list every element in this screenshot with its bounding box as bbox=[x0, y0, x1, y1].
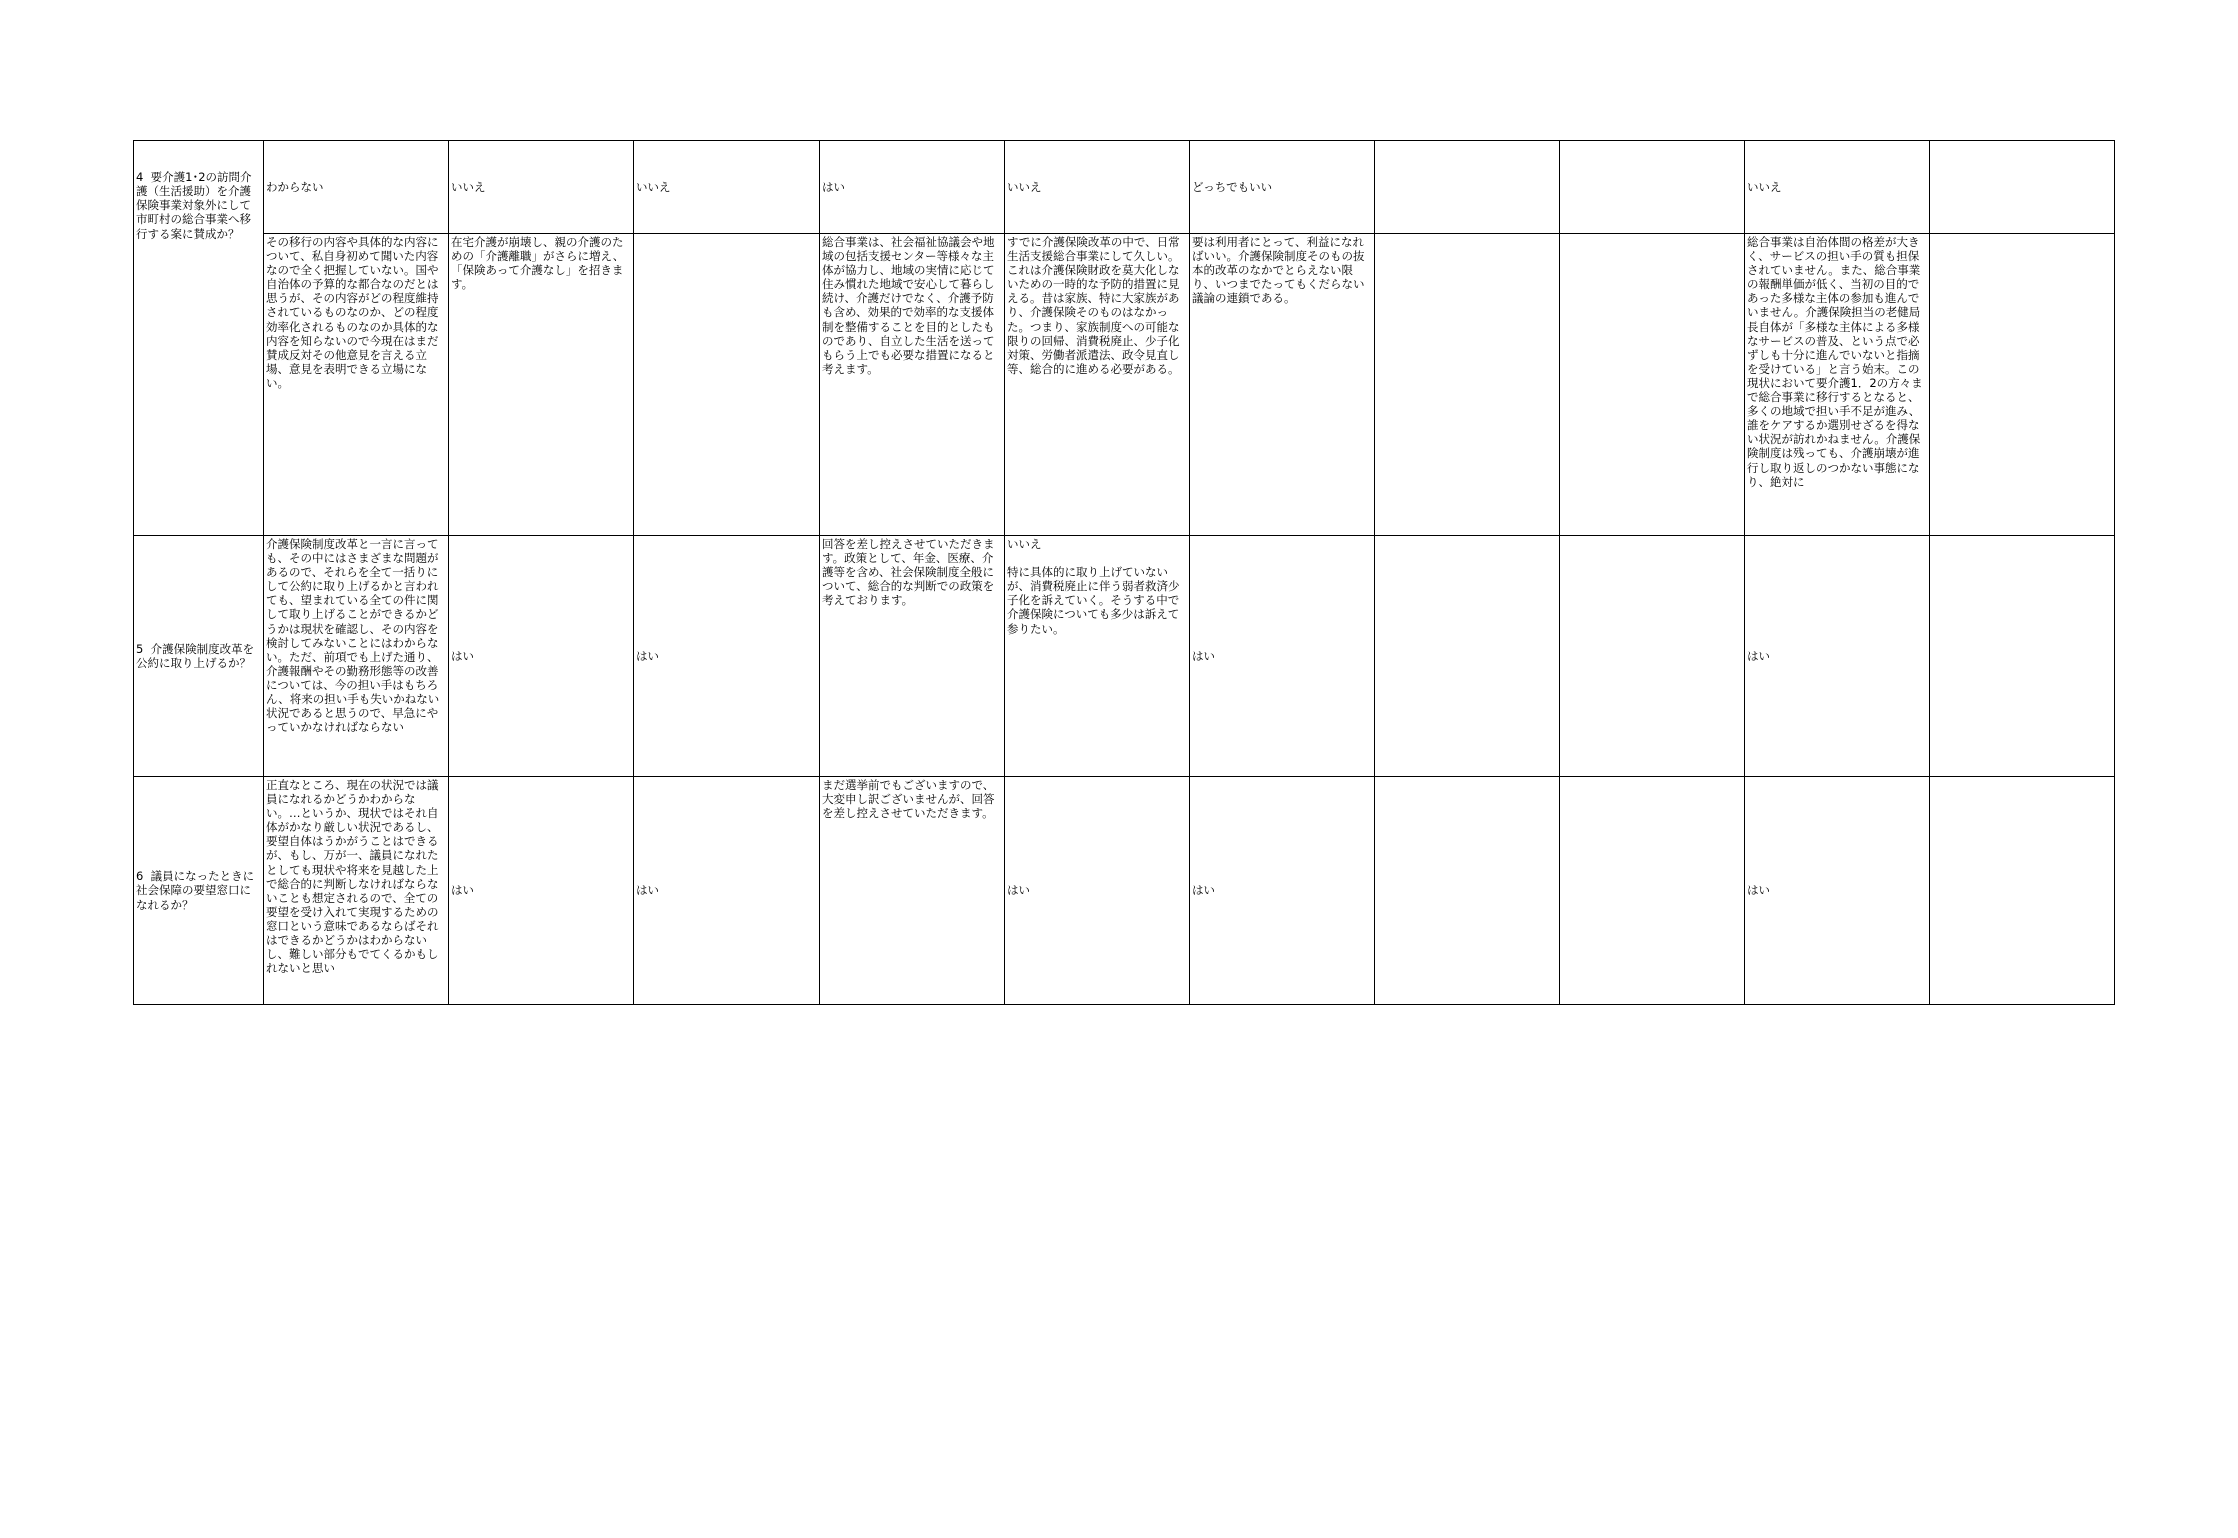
table-row-q6 bbox=[134, 777, 2115, 1005]
answer-cell: いいえ bbox=[1005, 141, 1190, 234]
question-cell-q6 bbox=[134, 777, 264, 1005]
answer-cell: はい bbox=[1005, 777, 1190, 1005]
answer-cell: はい bbox=[820, 141, 1005, 234]
answer-cell: はい bbox=[1745, 536, 1930, 777]
comment-cell: いいえ 特に具体的に取り上げていないが、消費税廃止に伴う弱者救済少子化を訴えていく。そうする中で介護保険についても多少は訴えて参りたい。 bbox=[1005, 536, 1190, 777]
comment-cell bbox=[1930, 234, 2115, 536]
comment-cell bbox=[1375, 234, 1560, 536]
answer-cell: はい bbox=[1745, 777, 1930, 1005]
table-row-q4-comments bbox=[134, 234, 2115, 536]
answer-cell bbox=[1375, 141, 1560, 234]
answer-cell bbox=[1930, 777, 2115, 1005]
answer-cell: どっちでもいい bbox=[1190, 141, 1375, 234]
question-text: 5 介護保険制度改革を公約に取り上げるか？ bbox=[136, 641, 255, 670]
answer-cell: はい bbox=[634, 777, 820, 1005]
comment-cell: 要は利用者にとって、利益になればいい。介護保険制度そのもの抜本的改革のなかでとらえない限り、いつまでたってもくだらない議論の連鎖である。 bbox=[1190, 234, 1375, 536]
question-cell-q4 bbox=[134, 141, 264, 536]
answer-cell: はい bbox=[449, 536, 634, 777]
answer-cell: はい bbox=[1190, 777, 1375, 1005]
answer-cell: いいえ bbox=[449, 141, 634, 234]
question-text: 4 要介護1･2の訪問介護（生活援助）を介護保険事業対象外にして市町村の総合事業へ移行する案に賛成か？ bbox=[136, 170, 252, 241]
question-text: 6 議員になったときに社会保障の要望窓口になれるか？ bbox=[136, 869, 255, 912]
comment-cell: その移行の内容や具体的な内容について、私自身初めて聞いた内容なので全く把握していない。国や自治体の予算的な都合なのだとは思うが、その内容がどの程度維持されているものなのか、どの程度効率化されるものなのか具体的な内容を知らないので今現在はまだ賛成反対その他意見を言える立場、意見を表明できる立場にない。 bbox=[264, 234, 449, 536]
comment-cell: 総合事業は自治体間の格差が大きく、サービスの担い手の質も担保されていません。また、総合事業の報酬単価が低く、当初の目的であった多様な主体の参加も進んでいません。介護保険担当の老健局長自体が「多様な主体による多様なサービスの普及、という点で必ずしも十分に進んでいないと指摘を受けている」と言う始末。この現状において要介護1．2の方々まで総合事業に移行するとなると、多くの地域で担い手不足が進み、誰をケアするか選別せざるを得ない状況が訪れかねません。介護保険制度は残っても、介護崩壊が進行し取り返しのつかない事態になり、絶対に bbox=[1745, 234, 1930, 536]
table-row-q5 bbox=[134, 536, 2115, 777]
question-cell-q5 bbox=[134, 536, 264, 777]
answer-cell: はい bbox=[449, 777, 634, 1005]
comment-cell: 介護保険制度改革と一言に言っても、その中にはさまざまな問題があるので、それらを全て一括りにして公約に取り上げるかと言われても、望まれている全ての件に関して取り上げることができるかどうかは現状を確認し、その内容を検討してみないことにはわからない。ただ、前項でも上げた通り、介護報酬やその勤務形態等の改善については、今の担い手はもちろん、将来の担い手も失いかねない状況であると思うので、早急にやっていかなければならない bbox=[264, 536, 449, 777]
survey-table bbox=[133, 140, 2115, 1005]
comment-cell: 在宅介護が崩壊し、親の介護のための「介護離職」がさらに増え、「保険あって介護なし」を招きます。 bbox=[449, 234, 634, 536]
comment-cell bbox=[1560, 234, 1745, 536]
answer-cell: はい bbox=[634, 536, 820, 777]
answer-cell bbox=[1560, 536, 1745, 777]
answer-cell: いいえ bbox=[1745, 141, 1930, 234]
answer-cell bbox=[1375, 536, 1560, 777]
answer-cell: わからない bbox=[264, 141, 449, 234]
comment-cell: まだ選挙前でもございますので、大変申し訳ございませんが、回答を差し控えさせていただきます。 bbox=[820, 777, 1005, 1005]
answer-cell bbox=[1930, 536, 2115, 777]
comment-cell: すでに介護保険改革の中で、日常生活支援総合事業にして久しい。これは介護保険財政を莫大化しないための一時的な予防的措置に見える。昔は家族、特に大家族があり、介護保険そのものはなかった。つまり、家族制度への可能な限りの回帰、消費税廃止、少子化対策、労働者派遣法、政令見直し等、総合的に進める必要がある。 bbox=[1005, 234, 1190, 536]
comment-cell: 正直なところ、現在の状況では議員になれるかどうかわからない。…というか、現状ではそれ自体がかなり厳しい状況であるし、要望自体はうかがうことはできるが、もし、万が一、議員になれたとしても現状や将来を見越した上で総合的に判断しなければならないことも想定されるので、全ての要望を受け入れて実現するための窓口という意味であるならばそれはできるかどうかはわからないし、難しい部分もでてくるかもしれないと思い bbox=[264, 777, 449, 1005]
comment-cell: 回答を差し控えさせていただきます。政策として、年金、医療、介護等を含め、社会保険制度全般について、総合的な判断での政策を考えております。 bbox=[820, 536, 1005, 777]
answer-cell bbox=[1560, 777, 1745, 1005]
answer-cell: はい bbox=[1190, 536, 1375, 777]
answer-cell bbox=[1560, 141, 1745, 234]
answer-cell bbox=[1930, 141, 2115, 234]
comment-cell: 総合事業は、社会福祉協議会や地域の包括支援センター等様々な主体が協力し、地域の実情に応じて住み慣れた地域で安心して暮らし続け、介護だけでなく、介護予防も含め、効果的で効率的な支援体制を整備することを目的としたものであり、自立した生活を送ってもらう上でも必要な措置になると考えます。 bbox=[820, 234, 1005, 536]
table-row-q4-answers bbox=[134, 141, 2115, 234]
comment-cell bbox=[634, 234, 820, 536]
answer-cell: いいえ bbox=[634, 141, 820, 234]
answer-cell bbox=[1375, 777, 1560, 1005]
